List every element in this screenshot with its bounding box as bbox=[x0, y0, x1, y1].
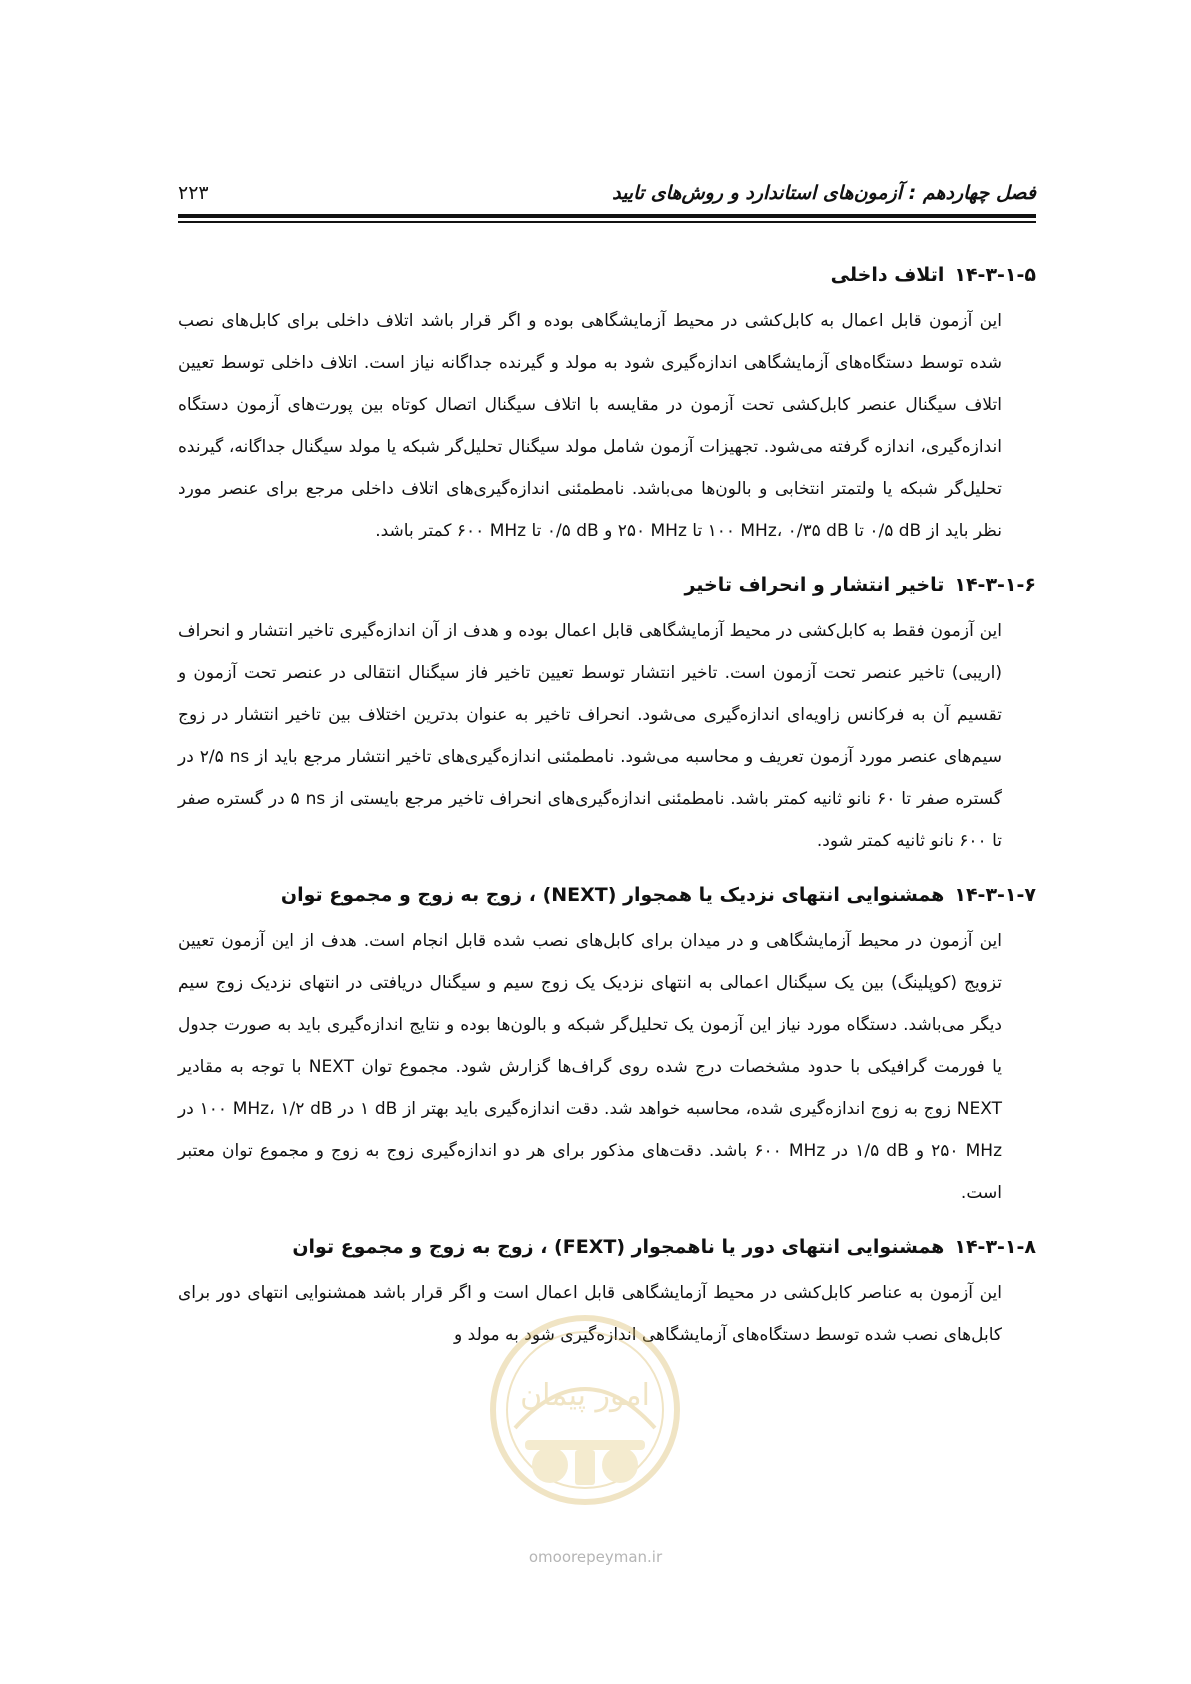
section-number: ۱۴-۳-۱-۷ bbox=[954, 884, 1036, 906]
section-propagation-delay bbox=[178, 568, 1036, 862]
watermark-url: omoorepeyman.ir bbox=[528, 1548, 663, 1566]
section-paragraph: این آزمون در محیط آزمایشگاهی و در میدان برای کابل‌های نصب شده قابل انجام است. هدف از این آزمون تعیین تزویج (کوپلینگ) بین یک سیگنال اعمالی به انتهای نزدیک یک زوج سیم و سیگنال دریافتی در انتهای نزدیک زوج سیم دیگر می‌باشد. دستگاه مورد نیاز این آزمون یک تحلیل‌گر شبکه و بالون‌ها بوده و نتایج اندازه‌گیری باید به صورت جدول یا فورمت گرافیکی با حدود مشخصات درج شده روی گراف‌ها گزارش شود. مجموع توان NEXT با توجه به مقادیر NEXT زوج به زوج اندازه‌گیری شده، محاسبه خواهد شد. دقت اندازه‌گیری باید بهتر از ‎۱ dB‎ در ‎۱۰۰ MHz‎، ‎۱/۲ dB‎ در ‎۲۵۰ MHz‎ و ‎۱/۵ dB‎ در ‎۶۰۰ MHz‎ باشد. دقت‌های مذکور برای هر دو اندازه‌گیری زوج به زوج و مجموع توان معتبر است. bbox=[178, 931, 1003, 1203]
section-title: اتلاف داخلی bbox=[830, 264, 945, 286]
section-fext bbox=[178, 1230, 1036, 1356]
header-rule-thin bbox=[178, 221, 1036, 223]
section-number: ۱۴-۳-۱-۶ bbox=[954, 574, 1036, 596]
page-header bbox=[178, 178, 1036, 218]
section-title: تاخیر انتشار و انحراف تاخیر bbox=[684, 574, 945, 596]
section-title: همشنوایی انتهای نزدیک یا همجوار (NEXT) ، زوج به زوج و مجموع توان bbox=[280, 884, 945, 906]
section-paragraph: این آزمون قابل اعمال به کابل‌کشی در محیط آزمایشگاهی بوده و اگر قرار باشد اتلاف داخلی برای کابل‌های نصب شده توسط دستگاه‌های آزمایشگاهی اندازه‌گیری شود به مولد و گیرنده جداگانه نیاز است. اتلاف داخلی توسط تعیین اتلاف سیگنال عنصر کابل‌کشی تحت آزمون در مقایسه با اتلاف سیگنال اتصال کوتاه بین پورت‌های آزمون دستگاه اندازه‌گیری، اندازه گرفته می‌شود. تجهیزات آزمون شامل مولد سیگنال تحلیل‌گر شبکه یا مولد سیگنال جداگانه، گیرنده تحلیل‌گر شبکه یا ولتمتر انتخابی و بالون‌ها می‌باشد. نامطمئنی اندازه‌گیری‌های اتلاف داخلی مرجع برای عنصر مورد نظر باید از ‎۰/۵ dB‎ تا ‎۱۰۰ MHz‎، ‎۰/۳۵ dB‎ تا ‎۲۵۰ MHz‎ و ‎۰/۵ dB‎ تا ‎۶۰۰ MHz‎ کمتر باشد. bbox=[178, 311, 1002, 541]
section-internal-loss bbox=[178, 258, 1036, 552]
section-heading bbox=[178, 878, 1036, 912]
section-paragraph: این آزمون فقط به کابل‌کشی در محیط آزمایشگاهی قابل اعمال بوده و هدف از آن اندازه‌گیری تاخیر انتشار و انحراف (اریبی) تاخیر عنصر تحت آزمون است. تاخیر انتشار توسط تعیین تاخیر فاز سیگنال انتقالی در عنصر تحت آزمون و تقسیم آن به فرکانس زاویه‌ای اندازه‌گیری می‌شود. انحراف تاخیر به عنوان بدترین اختلاف بین تاخیر انتشار در زوج سیم‌های عنصر مورد آزمون تعریف و محاسبه می‌شود. نامطمئنی اندازه‌گیری‌های تاخیر انتشار مرجع باید از ‎۲/۵ ns‎ در گستره صفر تا ۶۰ نانو ثانیه کمتر باشد. نامطمئنی اندازه‌گیری‌های انحراف تاخیر مرجع بایستی از ‎۵ ns‎ در گستره صفر تا ۶۰۰ نانو ثانیه کمتر شود. bbox=[178, 621, 1002, 851]
section-heading bbox=[178, 1230, 1036, 1264]
page-number: ۲۲۳ bbox=[178, 182, 209, 204]
section-paragraph: این آزمون به عناصر کابل‌کشی در محیط آزمایشگاهی قابل اعمال است و اگر قرار باشد همشنوایی انتهای دور برای کابل‌های نصب شده توسط دستگاه‌های آزمایشگاهی اندازه‌گیری شود به مولد و bbox=[178, 1283, 1002, 1345]
section-heading bbox=[178, 568, 1036, 602]
section-title: همشنوایی انتهای دور یا ناهمجوار (FEXT) ، زوج به زوج و مجموع توان bbox=[292, 1236, 945, 1258]
svg-text:امور پیمان: امور پیمان bbox=[520, 1378, 650, 1413]
page-content bbox=[178, 258, 1036, 1356]
section-number: ۱۴-۳-۱-۵ bbox=[954, 264, 1036, 286]
chapter-title: فصل چهاردهم : آزمون‌های استاندارد و روش‌های تایید bbox=[612, 182, 1036, 204]
section-heading bbox=[178, 258, 1036, 292]
section-next bbox=[178, 878, 1036, 1214]
header-rule-thick bbox=[178, 214, 1036, 218]
section-number: ۱۴-۳-۱-۸ bbox=[954, 1236, 1036, 1258]
